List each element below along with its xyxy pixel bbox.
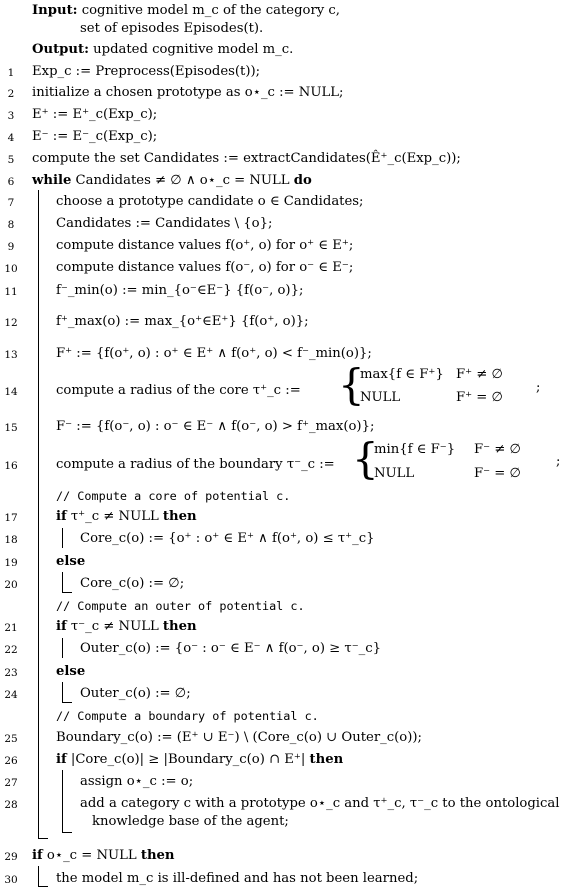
while-block-end (38, 838, 48, 839)
while-block-bar (38, 190, 39, 838)
final-if-bar (38, 866, 39, 886)
cases-brace: { (338, 360, 365, 409)
input-text-2: set of episodes Episodes(t). (80, 21, 264, 36)
output-label: Output: (32, 42, 89, 57)
else-outer-bar (62, 682, 63, 702)
input-text: cognitive model m_c of the category c, (77, 3, 340, 18)
if-outer-bar (62, 638, 63, 658)
input-label: Input: (32, 3, 78, 18)
keyword: while (32, 173, 72, 188)
keyword: if (56, 619, 67, 634)
keyword: if (56, 509, 67, 524)
keyword: else (56, 664, 86, 679)
keyword: then (162, 509, 197, 524)
algorithm: Input: cognitive model m_c of the category c, set of episodes Episodes(t). Output: updated cognitive model m_c. 1 Exp_c := Preprocess(Episodes(t)); 2 initialize a chosen prototype as o⋆_c := NULL; 3 E⁺ := E⁺_c(Exp_c); 4 E⁻ := E⁻_c(Exp_c); 5 compute the set Candidates := extractCandidates(Ê⁺_c(Exp_c)); 6 while Candidates ≠ ∅ ∧ o⋆_c = NULL do 7 choose a prototype candidate o ∈ Candidates; 8 Candidates := Candidates \ {o}; 9 compute distance values f(o⁺, o) for o⁺ ∈ E⁺; 10 compute distance values f(o⁻, o) for o⁻ ∈ E⁻; 11 f⁻_min(o) := min_{o⁻∈E⁻} {f(o⁻, o)}; 12 f⁺_max(o) := max_{o⁺∈E⁺} {f(o⁺, o)}; 13 F⁺ := {f(o⁺, o) : o⁺ ∈ E⁺ ∧ f(o⁺, o) < f⁻_min(o)}; 14 compute a radius of the core τ⁺_c := { max{f ∈ F⁺} F⁺ ≠ ∅ NULL F⁺ = ∅ ; 15 F⁻ := {f(o⁻, o) : o⁻ ∈ E⁻ ∧ f(o⁻, o) > f⁺_max(o)}; 16 compute a radius of the boundary τ⁻_c := { min{f ∈ F⁻} F⁻ ≠ ∅ NULL F⁻ = ∅ ; // Compute a core of potential c. 17 if τ⁺_c ≠ NULL then 18 Core_c(o) := {o⁺ : o⁺ ∈ E⁺ ∧ f(o⁺, o) ≤ τ⁺_c} 19 else 20 Core_c(o) := ∅; // Compute an outer of potential c. 21 if τ⁻_c ≠ NULL then 22 Outer_c(o) := {o⁻ : o⁻ ∈ E⁻ ∧ f(o⁻, o) ≥ τ⁻_c} 23 else 24 Outer_c(o) := ∅; // Compute a boundary of potential c. 25 Boundary_c(o) := (E⁺ ∪ E⁻) \ (Core_c(o) ∪ Outer_c(o)); 26 if |Core_c(o)| ≥ |Boundary_c(o) ∩ E⁺| then 27 assign o⋆_c := o; 28 add a category c with a prototype o⋆_c and τ⁺_c, τ⁻_c to the ontological knowledge base of the agent; 29 if o⋆_c = NULL then 30 the model m_c is ill-defined and has not been learned; (4, 3, 561, 886)
if-assign-bar (62, 770, 63, 832)
keyword: then (162, 619, 197, 634)
keyword: then (140, 848, 175, 863)
keyword: do (293, 173, 312, 188)
keyword: then (309, 752, 344, 767)
output-text: updated cognitive model m_c. (88, 42, 294, 57)
else-core-bar (62, 572, 63, 592)
keyword: if (56, 752, 67, 767)
if-core-bar (62, 528, 63, 548)
cases-brace: { (352, 434, 379, 483)
keyword: else (56, 554, 86, 569)
keyword: if (32, 848, 43, 863)
